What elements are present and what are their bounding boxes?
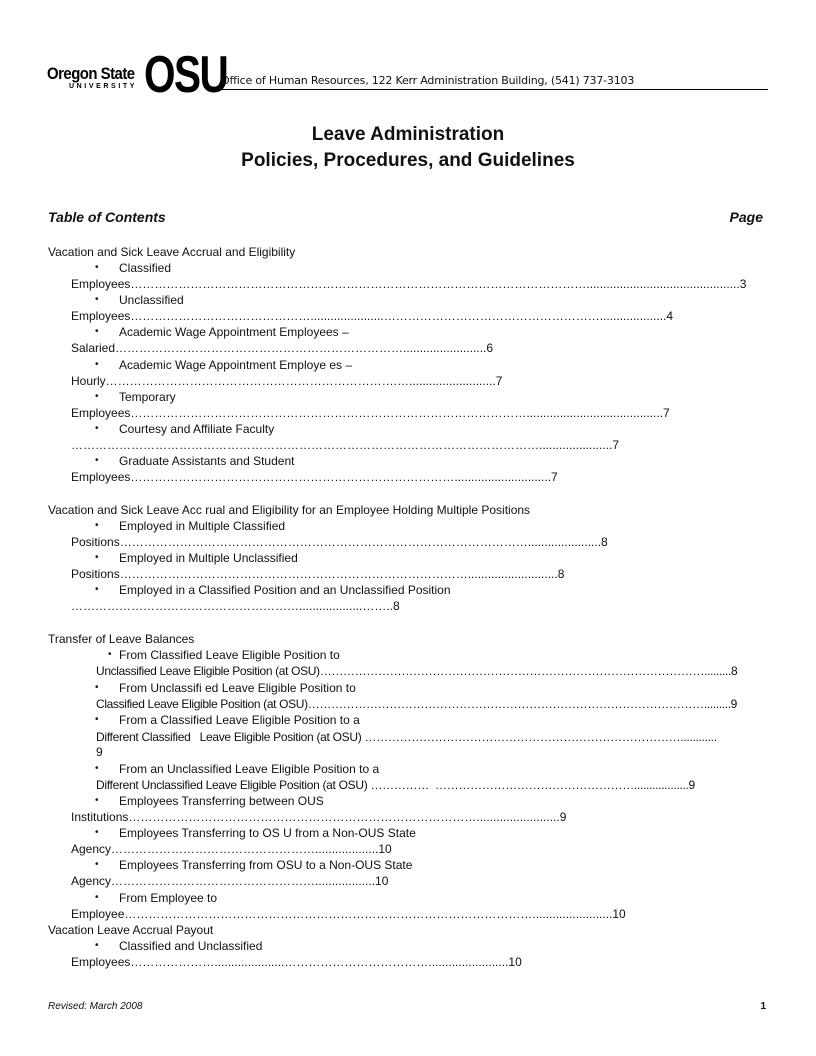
toc-entry-leader: Agency……………………………………………...................10 — [71, 842, 392, 856]
toc-entry-leader: …………………………………………………...................……..8 — [71, 599, 400, 613]
toc-entry-title: From an Unclassified Leave Eligible Position to a — [119, 762, 380, 776]
toc-entry-leader: Institutions…………………………………………………………………………….........................9 — [71, 810, 567, 824]
toc-entry-leader: Positions……………………………………………………………………………...........................8 — [71, 567, 565, 581]
toc-section-heading: Vacation Leave Accrual Payout — [48, 923, 214, 937]
toc-entry-title: Academic Wage Appointment Employe es – — [119, 358, 353, 372]
office-address: Office of Human Resources, 122 Kerr Administration Building, (541) 737-3103 — [221, 74, 635, 87]
toc-entry-title: Courtesy and Affiliate Faculty — [119, 422, 275, 436]
toc-entry-title: Classified — [119, 261, 172, 275]
toc-entry-title: Employed in Multiple Unclassified — [119, 551, 298, 565]
toc-entry-leader: Salaried……………………………………………………………….........................6 — [71, 341, 494, 355]
bullet-icon: • — [95, 940, 99, 951]
toc-entry-title: Academic Wage Appointment Employees – — [119, 325, 349, 339]
toc-entry-leader: Unclassified Leave Eligible Position (at OSU)……………………………………………………………………………………….........8 — [96, 664, 738, 678]
bullet-icon: • — [95, 455, 99, 466]
toc-entry-leader: Employees……………………………………………………………………………………………………..............................................3 — [71, 277, 747, 291]
logo-university-text: UNIVERSITY — [69, 83, 138, 90]
document-subtitle: Policies, Procedures, and Guidelines — [241, 150, 575, 171]
page-number: 1 — [760, 1001, 766, 1012]
toc-entry-title: Employees Transferring from OSU to a Non-OUS State — [119, 858, 413, 872]
toc-entry-leader: Employees……………………………………………………………………….............................7 — [71, 470, 558, 484]
bullet-icon: • — [95, 827, 99, 838]
toc-entry-title: From Unclassifi ed Leave Eligible Position to — [119, 681, 356, 695]
bullet-icon: • — [95, 359, 99, 370]
toc-entry-title: Graduate Assistants and Student — [119, 454, 295, 468]
toc-entry-leader: Employees……………………………………………………………………………………….........................................7 — [71, 406, 670, 420]
bullet-icon: • — [95, 682, 99, 693]
toc-entry-leader: ………………………………………………………………………………………………………......................7 — [71, 438, 620, 452]
bullet-icon: • — [95, 423, 99, 434]
toc-entry-leader: Classified Leave Eligible Position (at OSU)………………………………………………………………………………………….........9 — [96, 697, 737, 711]
bullet-icon: • — [95, 391, 99, 402]
toc-entry-leader: Different Classified Leave Eligible Position (at OSU) ………………………………………………………………………............ — [96, 730, 717, 744]
bullet-icon: • — [95, 892, 99, 903]
toc-entry-leader: Positions…………………………………………………………………………………………......................8 — [71, 535, 608, 549]
toc-entry-page-number: 9 — [96, 745, 103, 759]
toc-entry-title: From a Classified Leave Eligible Position to a — [119, 713, 360, 727]
bullet-icon: • — [95, 584, 99, 595]
bullet-icon: • — [95, 326, 99, 337]
toc-entry-title: From Classified Leave Eligible Position to — [119, 648, 340, 662]
document-title: Leave Administration — [311, 124, 505, 145]
logo-osu-text: OSU — [144, 46, 228, 104]
bullet-icon: • — [95, 859, 99, 870]
revised-date: Revised: March 2008 — [48, 1001, 143, 1012]
toc-section-heading: Transfer of Leave Balances — [48, 632, 195, 646]
toc-entry-leader: Different Unclassified Leave Eligible Position (at OSU) …………… ……………………………………………..................9 — [96, 778, 695, 792]
page-column-heading: Page — [729, 209, 763, 225]
toc-section-heading: Vacation and Sick Leave Acc rual and Eligibility for an Employee Holding Multiple Positions — [48, 503, 531, 517]
bullet-icon: • — [95, 795, 99, 806]
logo-oregon-state-text: Oregon State — [47, 64, 135, 83]
toc-entry-leader: Employees………………….....................………………………………........................10 — [71, 955, 522, 969]
bullet-icon: • — [95, 763, 99, 774]
toc-entry-title: Employees Transferring between OUS — [119, 794, 324, 808]
toc-entry-title: Classified and Unclassified — [119, 939, 263, 953]
bullet-icon: • — [95, 294, 99, 305]
bullet-icon: • — [95, 520, 99, 531]
bullet-icon: • — [95, 262, 99, 273]
toc-section-heading: Vacation and Sick Leave Accrual and Eligibility — [48, 245, 296, 259]
toc-entry-leader: Agency……………………………………………..................10 — [71, 874, 389, 888]
toc-heading: Table of Contents — [48, 209, 166, 225]
toc-entry-title: Unclassified — [119, 293, 184, 307]
osu-logo — [47, 46, 228, 105]
toc-entry-title: Employed in a Classified Position and an Unclassified Position — [119, 583, 451, 597]
toc-entry-title: Temporary — [119, 390, 176, 404]
bullet-icon: • — [108, 649, 112, 660]
toc-entry-leader: Hourly……………………………………………………………….…..........................7 — [71, 374, 503, 388]
toc-entry-title: From Employee to — [119, 891, 218, 905]
toc-entry-leader: Employee…………………………………………………………………………………………........................10 — [71, 907, 626, 921]
bullet-icon: • — [95, 552, 99, 563]
toc-entry-leader: Employees………………………………………......................………………………………………………....................4 — [71, 309, 674, 323]
toc-entry-title: Employees Transferring to OS U from a Non-OUS State — [119, 826, 416, 840]
bullet-icon: • — [95, 714, 99, 725]
header-divider — [219, 89, 768, 90]
toc-entry-title: Employed in Multiple Classified — [119, 519, 286, 533]
